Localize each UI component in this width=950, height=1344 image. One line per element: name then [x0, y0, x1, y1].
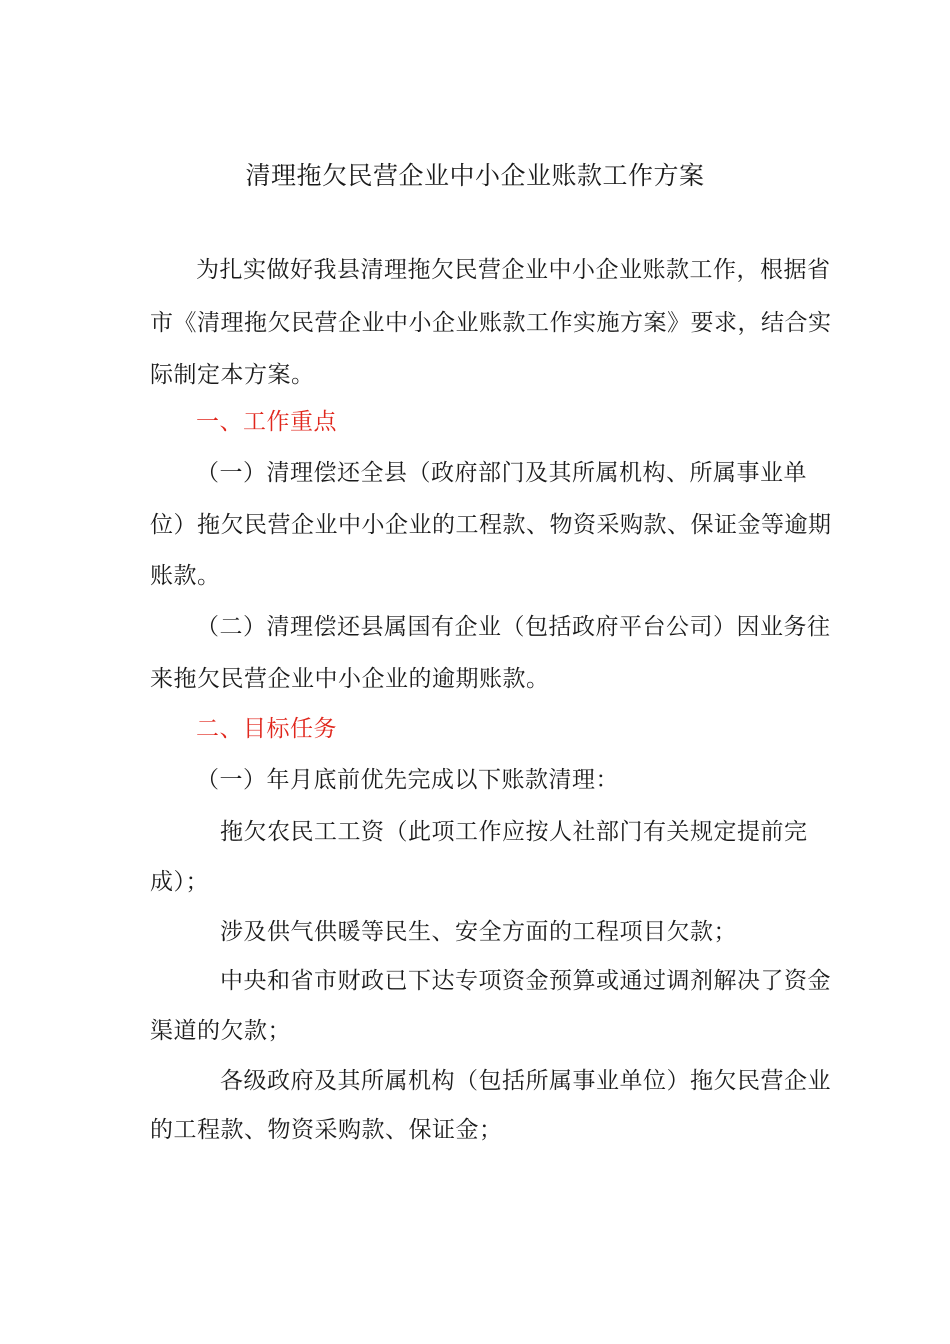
- section1-item1-line-3: 账款。: [150, 563, 221, 589]
- list-item-4-line-1: 各级政府及其所属机构（包括所属事业单位）拖欠民营企业: [220, 1068, 831, 1094]
- section1-item1-line-2: 位）拖欠民营企业中小企业的工程款、物资采购款、保证金等逾期: [150, 512, 832, 538]
- intro-line-1: 为扎实做好我县清理拖欠民营企业中小企业账款工作，根据省: [196, 257, 831, 283]
- list-item-1-line-2: 成）；: [150, 869, 209, 895]
- section1-item1-line-1: （一）清理偿还全县（政府部门及其所属机构、所属事业单: [196, 460, 807, 486]
- list-item-2-line-1: 涉及供气供暖等民生、安全方面的工程项目欠款；: [220, 919, 737, 945]
- list-item-3-line-1: 中央和省市财政已下达专项资金预算或通过调剂解决了资金: [220, 968, 831, 994]
- section1-item2-line-2: 来拖欠民营企业中小企业的逾期账款。: [150, 666, 550, 692]
- document-title: 清理拖欠民营企业中小企业账款工作方案: [245, 161, 705, 190]
- section1-item2-line-1: （二）清理偿还县属国有企业（包括政府平台公司）因业务往: [196, 614, 831, 640]
- list-item-1-line-1: 拖欠农民工工资（此项工作应按人社部门有关规定提前完: [220, 819, 808, 845]
- section-heading-1: 一、工作重点: [196, 409, 337, 435]
- section-heading-2: 二、目标任务: [196, 716, 337, 742]
- list-item-4-line-2: 的工程款、物资采购款、保证金；: [150, 1117, 503, 1143]
- section2-item1: （一）年月底前优先完成以下账款清理：: [196, 767, 619, 793]
- intro-line-2: 市《清理拖欠民营企业中小企业账款工作实施方案》要求，结合实: [150, 310, 832, 336]
- intro-line-3: 际制定本方案。: [150, 362, 315, 388]
- list-item-3-line-2: 渠道的欠款；: [150, 1018, 291, 1044]
